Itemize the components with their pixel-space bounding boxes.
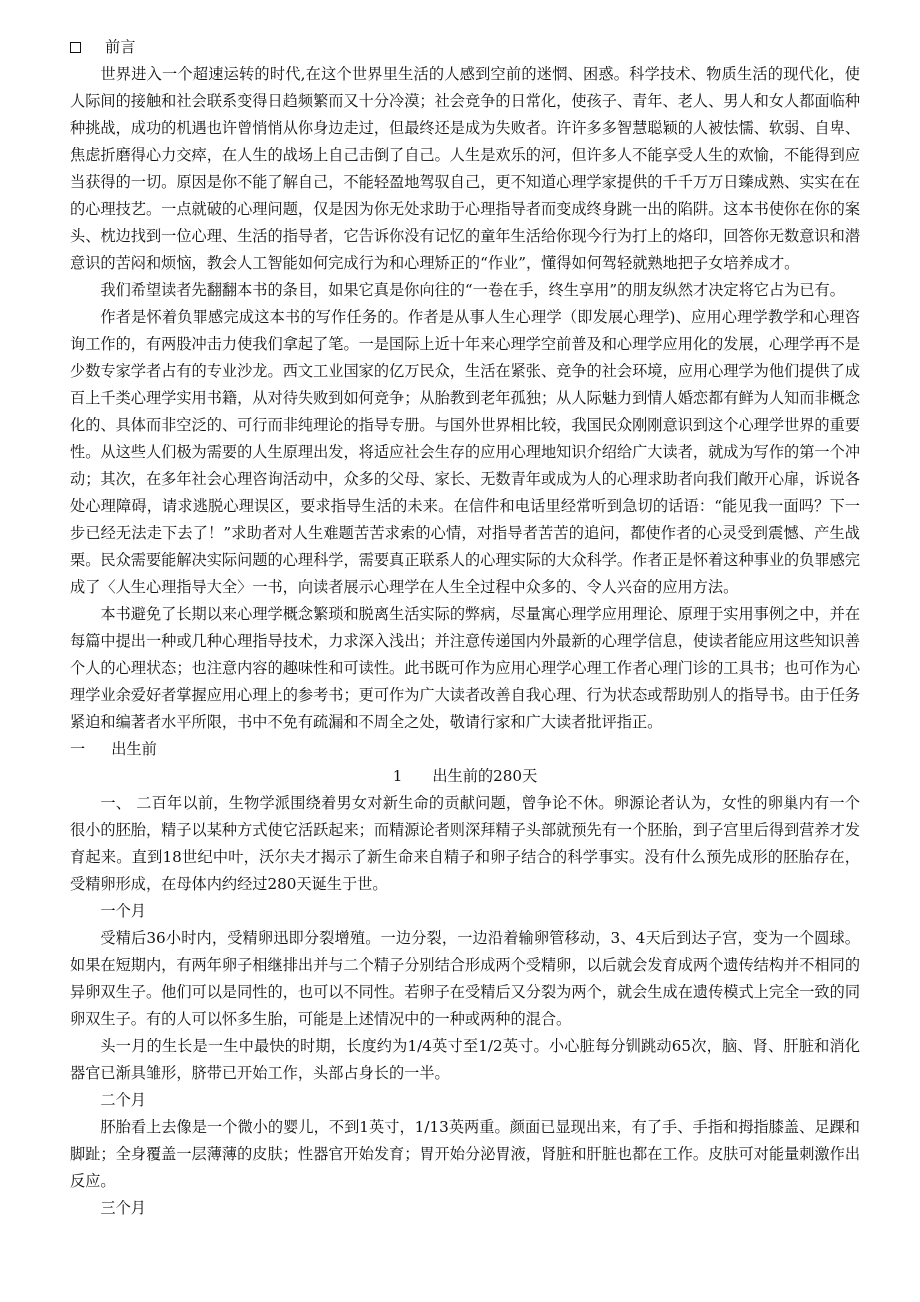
month-heading-3: 三个月 <box>100 1199 146 1217</box>
chapter-title: 出生前的280天 <box>432 767 538 785</box>
month-heading-2: 二个月 <box>100 1091 146 1109</box>
month-1-paragraph-1: 受精后36小时内，受精卵迅即分裂增殖。一边分裂，一边沿着输卵管移动，3、4天后到达子宫，变为一个圆球。如果在短期内，有两年卵子相继排出并与二个精子分别结合形成两个受精卵，以后就会发育成两个遗传结构并不相同的异卵双生子。他们可以是同性的，也可以不同性。若卵子在受精后又分裂为两个，就会生成在遗传模式上完全一致的同卵双生子。有的人可以怀多生胎，可能是上述情况中的一种或两种的混合。 <box>70 929 860 1028</box>
checkbox-icon <box>70 42 81 53</box>
section-number: 一 <box>70 740 86 758</box>
chapter-heading <box>70 763 860 790</box>
preface-paragraph-4: 本书避免了长期以来心理学概念繁琐和脱离生活实际的弊病，尽量寓心理学应用理论、原理于实用事例之中，并在每篇中提出一种或几种心理指导技术，力求深入浅出；并注意传递国内外最新的心理学信息，使读者能应用这些知识善个人的心理状态；也注意内容的趣味性和可读性。此书既可作为应用心理学心理工作者心理门诊的工具书；也可作为心理学业余爱好者掌握应用心理上的参考书；更可作为广大读者改善自我心理、行为状态或帮助别人的指导书。由于任务紧迫和编著者水平所限，书中不免有疏漏和不周全之处，敬请行家和广大读者批评指正。 <box>70 605 860 731</box>
month-heading-1: 一个月 <box>100 902 146 920</box>
chapter-number: 1 <box>392 767 403 785</box>
month-1-paragraph-2: 头一月的生长是一生中最快的时期，长度约为1/4英寸至1/2英寸。小心脏每分钏跳动65次，脑、肾、肝脏和消化器官已渐具雏形，脐带已开始工作，头部占身长的一半。 <box>70 1037 860 1082</box>
preface-paragraph-3: 作者是怀着负罪感完成这本书的写作任务的。作者是从事人生心理学（即发展心理学)、应用心理学教学和心理咨询工作的，有两股冲击力使我们拿起了笔。一是国际上近十年来心理学空前普及和心理学应用化的发展，心理学再不是少数专家学者占有的专业沙龙。西文工业国家的亿万民众，生活在紧张、竞争的社会环境，应用心理学为他们提供了成百上千类心理学实用书籍，从对待失败到如何竞争；从胎教到老年孤独；从人际魅力到情人婚恋都有鲜为人知而非概念化的、具体而非空泛的、可行而非纯理论的指导专册。与国外世界相比较，我国民众刚刚意识到这个心理学世界的重要性。从这些人们极为需要的人生原理出发，将适应社会生存的应用心理地知识介绍给广大读者，就成为写作的第一个冲动；其次，在多年社会心理咨询活动中，众多的父母、家长、无数青年或成为人的心理求助者向我们敞开心扉，诉说各处心理障碍，请求逃脱心理误区，要求指导生活的未来。在信件和电话里经常听到急切的话语：“能见我一面吗？下一步已经无法走下去了！”求助者对人生难题苦苦求索的心情，对指导者苦苦的追问，都使作者的心灵受到震憾、产生战栗。民众需要能解决实际问题的心理科学，需要真正联系人的心理实际的大众科学。作者正是怀着这种事业的负罪感完成了〈人生心理指导大全〉一书，向读者展示心理学在人生全过程中众多的、令人兴奋的应用方法。 <box>70 308 860 596</box>
document-page <box>70 34 860 1222</box>
intro-paragraph: 一、 二百年以前，生物学派围绕着男女对新生命的贡献问题，曾争论不休。卵源论者认为，女性的卵巢内有一个很小的胚胎，精子以某种方式使它活跃起来；而精源论者则深拜精子头部就预先有一个胚胎，到子宫里后得到营养才发育起来。直到18世纪中叶，沃尔夫才揭示了新生命来自精子和卵子结合的科学事实。没有什么预先成形的胚胎存在，受精卵形成，在母体内约经过280天诞生于世。 <box>70 794 860 893</box>
section-title: 出生前 <box>111 740 157 758</box>
month-2-paragraph-1: 肧胎看上去像是一个微小的婴儿，不到1英寸，1/13英两重。颜面已显现出来，有了手、手指和拇指膝盖、足踝和脚趾；全身覆盖一层薄薄的皮肤；性器官开始发育；胃开始分泌胃液，肾脏和肝脏也都在工作。皮肤可对能量刺激作出反应。 <box>70 1118 860 1190</box>
preface-paragraph-2: 我们希望读者先翻翻本书的条目，如果它真是你向往的“一卷在手，终生享用”的朋友纵然才决定将它占为已有。 <box>100 281 845 299</box>
preface-paragraph-1: 世界进入一个超速运转的时代,在这个世界里生活的人感到空前的迷惘、困惑。科学技术、物质生活的现代化，使人际间的接触和社会联系变得日趋频繁而又十分冷漠；社会竞争的日常化，使孩子、青年、老人、男人和女人都面临种种挑战，成功的机遇也许曾悄悄从你身边走过，但最终还是成为失败者。许许多多智慧聪颖的人被怯懦、软弱、自卑、焦虑折磨得心力交瘁，在人生的战场上自己击倒了自己。人生是欢乐的河，但许多人不能享受人生的欢愉，不能得到应当获得的一切。原因是你不能了解自己，不能轻盈地驾驭自己，更不知道心理学家提供的千千万万日臻成熟、实实在在的心理技艺。一点就破的心理问题，仅是因为你无处求助于心理指导者而变成终身跳一出的陷阱。这本书使你在你的案头、枕边找到一位心理、生活的指导者，它告诉你没有记忆的童年生活给你现今行为打上的烙印，回答你无数意识和潜意识的苦闷和烦恼，教会人工智能如何完成行为和心理矫正的“作业”，懂得如何驾轻就熟地把子女培养成才。 <box>70 65 860 272</box>
preface-heading <box>70 34 860 61</box>
preface-title: 前言 <box>105 38 136 56</box>
section-heading <box>70 736 860 763</box>
